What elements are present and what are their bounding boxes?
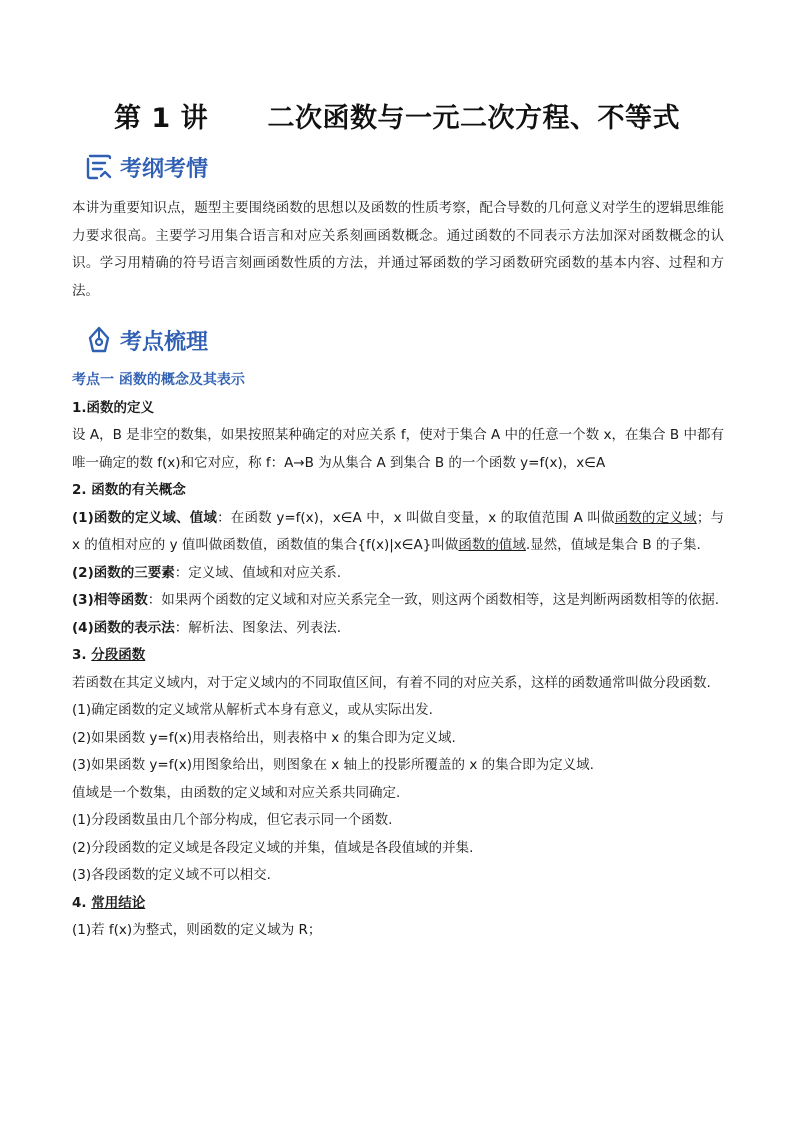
concept-label: (4)函数的表示法	[72, 619, 175, 636]
item-number: 3.	[72, 647, 92, 663]
concept-equal-functions	[72, 587, 724, 615]
conclusions-title-text: 常用结论	[91, 894, 146, 911]
item-number: 4.	[72, 894, 92, 911]
section-heading-text: 考纲考情	[120, 156, 209, 182]
list-item: (1)确定函数的定义域常从解析式本身有意义，或从实际出发.	[72, 702, 433, 718]
points-body	[72, 367, 724, 945]
section-heading-points	[84, 323, 208, 357]
concept-three-elements	[72, 560, 724, 588]
range-line: 值域是一个数集，由函数的定义域和对应关系共同确定.	[72, 784, 401, 801]
concept-label: (2)函数的三要素	[72, 564, 175, 581]
concept-text: .显然，值域是集合 B 的子集.	[525, 537, 701, 553]
definition-body: 设 A，B 是非空的数集，如果按照某种确定的对应关系 f，使对于集合 A 中的任意一个数 x，在集合 B 中都有唯一确定的数 f(x)和它对应，称 f：A→B 为从集合 A 到集合 B 的一个函数 y=f(x)，x∈A	[72, 427, 724, 471]
concept-text: ：解析法、图象法、列表法.	[174, 619, 342, 636]
conclusions-title	[72, 890, 724, 918]
underlined-term: 函数的定义域	[614, 509, 697, 526]
list-item: (2)分段函数的定义域是各段定义域的并集，值域是各段值域的并集.	[72, 839, 474, 856]
definition-title: 1.函数的定义	[72, 399, 155, 416]
concept-text: ：定义域、值域和对应关系.	[174, 564, 342, 581]
syllabus-body: 本讲为重要知识点，题型主要围绕函数的思想以及函数的性质考察，配合导数的几何意义对学生的逻辑思维能力要求很高。主要学习用集合语言和对应关系刻画函数概念。通过函数的不同表示方法加深对函数概念的认识。学习用精确的符号语言刻画函数性质的方法，并通过幂函数的学习函数研究函数的基本内容、过程和方法。	[72, 200, 724, 299]
piecewise-intro: 若函数在其定义域内，对于定义域内的不同取值区间，有着不同的对应关系，这样的函数通常叫做分段函数.	[72, 674, 711, 691]
concept-label: (1)函数的定义域、值域	[72, 509, 218, 526]
concept-text: ；与 x 的值相对应的 y 值叫做函数值，函数值的集合{f(x)|x∈A}叫做	[72, 509, 725, 553]
section-heading-text: 考点梳理	[120, 329, 209, 355]
piecewise-title	[72, 642, 724, 670]
pen-nib-icon	[84, 325, 114, 355]
list-item: (3)各段函数的定义域不可以相交.	[72, 867, 271, 883]
concept-text: ：在函数 y=f(x)，x∈A 中，x 叫做自变量，x 的取值范围 A 叫做	[217, 509, 615, 526]
syllabus-paragraph	[72, 195, 724, 305]
list-item: (2)如果函数 y=f(x)用表格给出，则表格中 x 的集合即为定义域.	[72, 729, 456, 746]
list-item: (1)分段函数虽由几个部分构成，但它表示同一个函数.	[72, 812, 393, 828]
concept-label: (3)相等函数	[72, 592, 148, 608]
list-item: (1)若 f(x)为整式，则函数的定义域为 R；	[72, 922, 322, 938]
concept-domain-range	[72, 505, 724, 560]
piecewise-title-text: 分段函数	[91, 647, 146, 663]
page-title: 第 1 讲 二次函数与一元二次方程、不等式	[114, 103, 680, 134]
topic-subheading: 考点一 函数的概念及其表示	[72, 372, 245, 388]
list-item: (3)如果函数 y=f(x)用图象给出，则图象在 x 轴上的投影所覆盖的 x 的集合即为定义域.	[72, 757, 594, 773]
concepts-title: 2. 函数的有关概念	[72, 482, 186, 498]
concept-text: ：如果两个函数的定义域和对应关系完全一致，则这两个函数相等，这是判断两函数相等的依据.	[147, 592, 720, 608]
section-heading-syllabus	[84, 150, 208, 184]
list-icon	[84, 152, 114, 182]
concept-representation	[72, 615, 724, 643]
underlined-term: 函数的值域	[458, 537, 526, 553]
